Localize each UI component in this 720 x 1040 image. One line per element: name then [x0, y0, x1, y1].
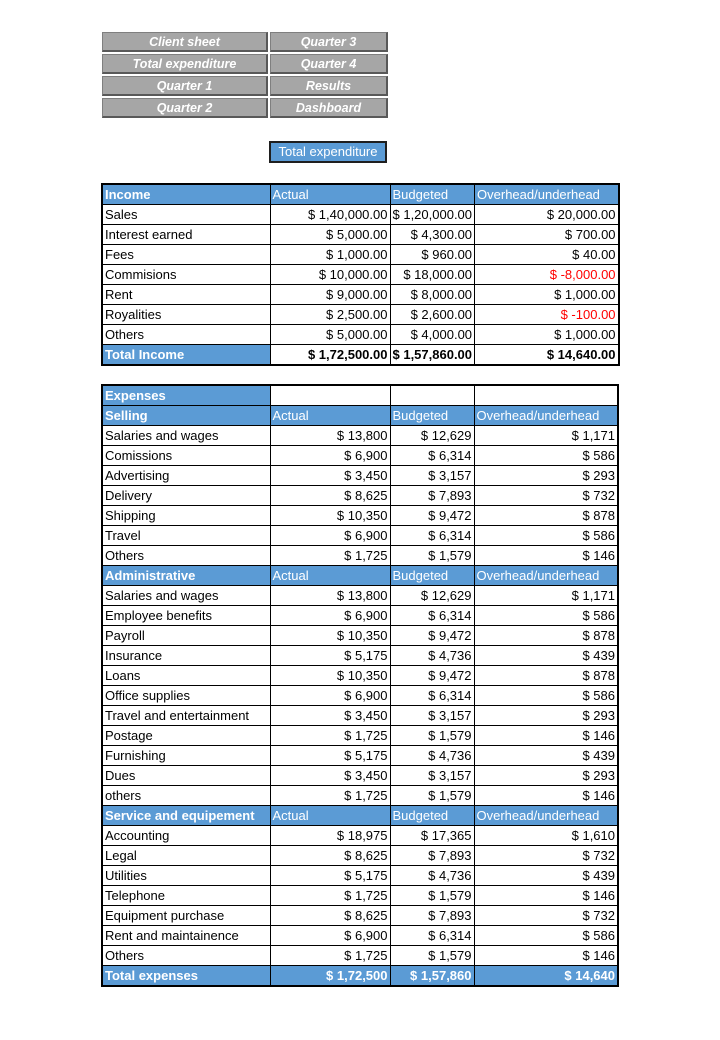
- table-row: [102, 766, 618, 786]
- overhead-value[interactable]: $ 293: [474, 466, 618, 486]
- budgeted-value[interactable]: $ 9,472: [390, 626, 474, 646]
- row-label[interactable]: Travel and entertainment: [102, 706, 270, 726]
- section-overhead-header[interactable]: Overhead/underhead: [474, 566, 618, 586]
- table-row: [102, 906, 618, 926]
- table-row: [102, 946, 618, 966]
- row-label[interactable]: Shipping: [102, 506, 270, 526]
- row-label[interactable]: Delivery: [102, 486, 270, 506]
- nav-quarter-2-button[interactable]: Quarter 2: [102, 98, 268, 118]
- actual-value[interactable]: $ 1,000.00: [270, 245, 390, 265]
- nav-results-button[interactable]: Results: [270, 76, 388, 96]
- blank-cell[interactable]: [474, 385, 618, 406]
- row-label[interactable]: Advertising: [102, 466, 270, 486]
- row-label[interactable]: Furnishing: [102, 746, 270, 766]
- overhead-value[interactable]: $ -100.00: [475, 305, 619, 325]
- row-label[interactable]: others: [102, 786, 270, 806]
- overhead-value[interactable]: $ 439: [474, 646, 618, 666]
- budgeted-value[interactable]: $ 4,000.00: [390, 325, 475, 345]
- actual-value[interactable]: $ 5,175: [270, 646, 390, 666]
- section-header-row: [102, 406, 618, 426]
- overhead-value[interactable]: $ 439: [474, 866, 618, 886]
- budgeted-value[interactable]: $ 12,629: [390, 586, 474, 606]
- overhead-value[interactable]: $ 1,171: [474, 426, 618, 446]
- overhead-value[interactable]: $ 1,000.00: [475, 325, 619, 345]
- actual-value[interactable]: $ 5,175: [270, 866, 390, 886]
- actual-value[interactable]: $ 10,350: [270, 626, 390, 646]
- overhead-value[interactable]: $ 878: [474, 506, 618, 526]
- row-label[interactable]: Salaries and wages: [102, 586, 270, 606]
- actual-value[interactable]: $ 1,725: [270, 886, 390, 906]
- row-label[interactable]: Interest earned: [102, 225, 270, 245]
- sheet-navigation: [101, 31, 389, 121]
- budgeted-value[interactable]: $ 7,893: [390, 486, 474, 506]
- table-row: [102, 826, 618, 846]
- actual-value[interactable]: $ 3,450: [270, 766, 390, 786]
- nav-quarter-4-button[interactable]: Quarter 4: [270, 54, 388, 74]
- actual-value[interactable]: $ 1,725: [270, 786, 390, 806]
- budgeted-value[interactable]: $ 8,000.00: [390, 285, 475, 305]
- table-row: [102, 245, 619, 265]
- table-row: [102, 886, 618, 906]
- budgeted-value[interactable]: $ 3,157: [390, 766, 474, 786]
- budgeted-value[interactable]: $ 1,579: [390, 726, 474, 746]
- actual-value[interactable]: $ 10,000.00: [270, 265, 390, 285]
- actual-value[interactable]: $ 6,900: [270, 606, 390, 626]
- table-row: [102, 506, 618, 526]
- expenses-title[interactable]: Expenses: [102, 385, 270, 406]
- actual-value[interactable]: $ 6,900: [270, 686, 390, 706]
- budgeted-value[interactable]: $ 6,314: [390, 446, 474, 466]
- row-label[interactable]: Legal: [102, 846, 270, 866]
- overhead-value[interactable]: $ 700.00: [475, 225, 619, 245]
- actual-value[interactable]: $ 8,625: [270, 486, 390, 506]
- actual-value[interactable]: $ 1,725: [270, 546, 390, 566]
- budgeted-value[interactable]: $ 6,314: [390, 926, 474, 946]
- budgeted-value[interactable]: $ 7,893: [390, 906, 474, 926]
- total-expenses-row: [102, 966, 618, 987]
- row-label[interactable]: Others: [102, 946, 270, 966]
- table-row: [102, 486, 618, 506]
- budgeted-value[interactable]: $ 7,893: [390, 846, 474, 866]
- table-row: [102, 846, 618, 866]
- row-label[interactable]: Sales: [102, 205, 270, 225]
- actual-value[interactable]: $ 6,900: [270, 526, 390, 546]
- overhead-value[interactable]: $ 1,000.00: [475, 285, 619, 305]
- row-label[interactable]: Rent and maintainence: [102, 926, 270, 946]
- table-row: [102, 305, 619, 325]
- row-label[interactable]: Insurance: [102, 646, 270, 666]
- nav-quarter-3-button[interactable]: Quarter 3: [270, 32, 388, 52]
- budgeted-value[interactable]: $ 2,600.00: [390, 305, 475, 325]
- section-overhead-header[interactable]: Overhead/underhead: [474, 806, 618, 826]
- income-table: [101, 183, 620, 366]
- table-row: [102, 606, 618, 626]
- row-label[interactable]: Others: [102, 325, 270, 345]
- row-label[interactable]: Royalities: [102, 305, 270, 325]
- row-label[interactable]: Postage: [102, 726, 270, 746]
- overhead-value[interactable]: $ 878: [474, 666, 618, 686]
- budgeted-value[interactable]: $ 4,736: [390, 646, 474, 666]
- table-row: [102, 285, 619, 305]
- budgeted-value[interactable]: $ 9,472: [390, 506, 474, 526]
- budgeted-value[interactable]: $ 18,000.00: [390, 265, 475, 285]
- row-label[interactable]: Comissions: [102, 446, 270, 466]
- total-income-actual[interactable]: $ 1,72,500.00: [270, 345, 390, 366]
- overhead-value[interactable]: $ 732: [474, 486, 618, 506]
- table-row: [102, 666, 618, 686]
- row-label[interactable]: Employee benefits: [102, 606, 270, 626]
- overhead-value[interactable]: $ 293: [474, 706, 618, 726]
- row-label[interactable]: Rent: [102, 285, 270, 305]
- overhead-value[interactable]: $ -8,000.00: [475, 265, 619, 285]
- total-expenses-overhead[interactable]: $ 14,640: [474, 966, 618, 987]
- table-row: [102, 526, 618, 546]
- table-row: [102, 205, 619, 225]
- section-budgeted-header[interactable]: Budgeted: [390, 406, 474, 426]
- table-row: [102, 746, 618, 766]
- section-actual-header[interactable]: Actual: [270, 406, 390, 426]
- actual-value[interactable]: $ 2,500.00: [270, 305, 390, 325]
- row-label[interactable]: Utilities: [102, 866, 270, 886]
- overhead-value[interactable]: $ 1,171: [474, 586, 618, 606]
- row-label[interactable]: Loans: [102, 666, 270, 686]
- overhead-value[interactable]: $ 293: [474, 766, 618, 786]
- budgeted-value[interactable]: $ 6,314: [390, 606, 474, 626]
- overhead-value[interactable]: $ 146: [474, 546, 618, 566]
- overhead-value[interactable]: $ 586: [474, 526, 618, 546]
- actual-value[interactable]: $ 13,800: [270, 426, 390, 446]
- table-row: [102, 446, 618, 466]
- table-row: [102, 586, 618, 606]
- total-income-row: [102, 345, 619, 366]
- overhead-value[interactable]: $ 586: [474, 606, 618, 626]
- sheet-title: Total expenditure: [269, 141, 387, 163]
- budgeted-value[interactable]: $ 4,300.00: [390, 225, 475, 245]
- table-row: [102, 626, 618, 646]
- actual-value[interactable]: $ 5,000.00: [270, 225, 390, 245]
- actual-value[interactable]: $ 8,625: [270, 906, 390, 926]
- table-row: [102, 646, 618, 666]
- section-actual-header[interactable]: Actual: [270, 806, 390, 826]
- budgeted-value[interactable]: $ 4,736: [390, 746, 474, 766]
- overhead-value[interactable]: $ 732: [474, 906, 618, 926]
- overhead-value[interactable]: $ 878: [474, 626, 618, 646]
- actual-value[interactable]: $ 3,450: [270, 466, 390, 486]
- overhead-value[interactable]: $ 146: [474, 726, 618, 746]
- income-label-header[interactable]: Income: [102, 184, 270, 205]
- row-label[interactable]: Office supplies: [102, 686, 270, 706]
- row-label[interactable]: Dues: [102, 766, 270, 786]
- actual-value[interactable]: $ 9,000.00: [270, 285, 390, 305]
- budgeted-value[interactable]: $ 17,365: [390, 826, 474, 846]
- table-row: [102, 926, 618, 946]
- total-income-overhead[interactable]: $ 14,640.00: [475, 345, 619, 366]
- overhead-value[interactable]: $ 586: [474, 926, 618, 946]
- section-header-row: [102, 806, 618, 826]
- overhead-value[interactable]: $ 586: [474, 446, 618, 466]
- actual-value[interactable]: $ 10,350: [270, 506, 390, 526]
- income-budgeted-header[interactable]: Budgeted: [390, 184, 475, 205]
- overhead-value[interactable]: $ 146: [474, 786, 618, 806]
- overhead-value[interactable]: $ 586: [474, 686, 618, 706]
- section-header-row: [102, 566, 618, 586]
- nav-quarter-1-button[interactable]: Quarter 1: [102, 76, 268, 96]
- budgeted-value[interactable]: $ 3,157: [390, 466, 474, 486]
- actual-value[interactable]: $ 1,725: [270, 946, 390, 966]
- row-label[interactable]: Payroll: [102, 626, 270, 646]
- budgeted-value[interactable]: $ 1,579: [390, 786, 474, 806]
- budgeted-value[interactable]: $ 4,736: [390, 866, 474, 886]
- row-label[interactable]: Equipment purchase: [102, 906, 270, 926]
- total-expenses-actual[interactable]: $ 1,72,500: [270, 966, 390, 987]
- total-income-label[interactable]: Total Income: [102, 345, 270, 366]
- income-actual-header[interactable]: Actual: [270, 184, 390, 205]
- table-row: [102, 686, 618, 706]
- table-row: [102, 225, 619, 245]
- overhead-value[interactable]: $ 146: [474, 886, 618, 906]
- table-row: [102, 546, 618, 566]
- total-income-budgeted[interactable]: $ 1,57,860.00: [390, 345, 475, 366]
- table-row: [102, 726, 618, 746]
- section-label-header[interactable]: Administrative: [102, 566, 270, 586]
- section-overhead-header[interactable]: Overhead/underhead: [474, 406, 618, 426]
- budgeted-value[interactable]: $ 3,157: [390, 706, 474, 726]
- budgeted-value[interactable]: $ 12,629: [390, 426, 474, 446]
- budgeted-value[interactable]: $ 1,20,000.00: [390, 205, 475, 225]
- actual-value[interactable]: $ 6,900: [270, 446, 390, 466]
- section-budgeted-header[interactable]: Budgeted: [390, 806, 474, 826]
- budgeted-value[interactable]: $ 9,472: [390, 666, 474, 686]
- total-expenses-label[interactable]: Total expenses: [102, 966, 270, 987]
- income-overhead-header[interactable]: Overhead/underhead: [475, 184, 619, 205]
- section-label-header[interactable]: Service and equipement: [102, 806, 270, 826]
- row-label[interactable]: Telephone: [102, 886, 270, 906]
- actual-value[interactable]: $ 10,350: [270, 666, 390, 686]
- expenses-title-row: [102, 385, 618, 406]
- budgeted-value[interactable]: $ 1,579: [390, 886, 474, 906]
- overhead-value[interactable]: $ 439: [474, 746, 618, 766]
- row-label[interactable]: Travel: [102, 526, 270, 546]
- table-row: [102, 466, 618, 486]
- overhead-value[interactable]: $ 40.00: [475, 245, 619, 265]
- overhead-value[interactable]: $ 732: [474, 846, 618, 866]
- table-row: [102, 265, 619, 285]
- nav-total-expenditure-button[interactable]: Total expenditure: [102, 54, 268, 74]
- table-row: [102, 325, 619, 345]
- actual-value[interactable]: $ 13,800: [270, 586, 390, 606]
- row-label[interactable]: Accounting: [102, 826, 270, 846]
- table-row: [102, 786, 618, 806]
- blank-cell[interactable]: [390, 385, 474, 406]
- budgeted-value[interactable]: $ 6,314: [390, 526, 474, 546]
- actual-value[interactable]: $ 3,450: [270, 706, 390, 726]
- row-label[interactable]: Salaries and wages: [102, 426, 270, 446]
- expenses-table: [101, 384, 619, 987]
- actual-value[interactable]: $ 8,625: [270, 846, 390, 866]
- total-expenses-budgeted[interactable]: $ 1,57,860: [390, 966, 474, 987]
- row-label[interactable]: Commisions: [102, 265, 270, 285]
- nav-dashboard-button[interactable]: Dashboard: [270, 98, 388, 118]
- budgeted-value[interactable]: $ 1,579: [390, 946, 474, 966]
- table-row: [102, 866, 618, 886]
- actual-value[interactable]: $ 6,900: [270, 926, 390, 946]
- overhead-value[interactable]: $ 20,000.00: [475, 205, 619, 225]
- table-row: [102, 706, 618, 726]
- actual-value[interactable]: $ 1,40,000.00: [270, 205, 390, 225]
- row-label[interactable]: Fees: [102, 245, 270, 265]
- income-header-row: [102, 184, 619, 205]
- blank-cell[interactable]: [270, 385, 390, 406]
- actual-value[interactable]: $ 18,975: [270, 826, 390, 846]
- budgeted-value[interactable]: $ 960.00: [390, 245, 475, 265]
- actual-value[interactable]: $ 5,175: [270, 746, 390, 766]
- nav-client-sheet-button[interactable]: Client sheet: [102, 32, 268, 52]
- section-budgeted-header[interactable]: Budgeted: [390, 566, 474, 586]
- budgeted-value[interactable]: $ 1,579: [390, 546, 474, 566]
- actual-value[interactable]: $ 1,725: [270, 726, 390, 746]
- overhead-value[interactable]: $ 146: [474, 946, 618, 966]
- table-row: [102, 426, 618, 446]
- actual-value[interactable]: $ 5,000.00: [270, 325, 390, 345]
- overhead-value[interactable]: $ 1,610: [474, 826, 618, 846]
- section-actual-header[interactable]: Actual: [270, 566, 390, 586]
- row-label[interactable]: Others: [102, 546, 270, 566]
- budgeted-value[interactable]: $ 6,314: [390, 686, 474, 706]
- section-label-header[interactable]: Selling: [102, 406, 270, 426]
